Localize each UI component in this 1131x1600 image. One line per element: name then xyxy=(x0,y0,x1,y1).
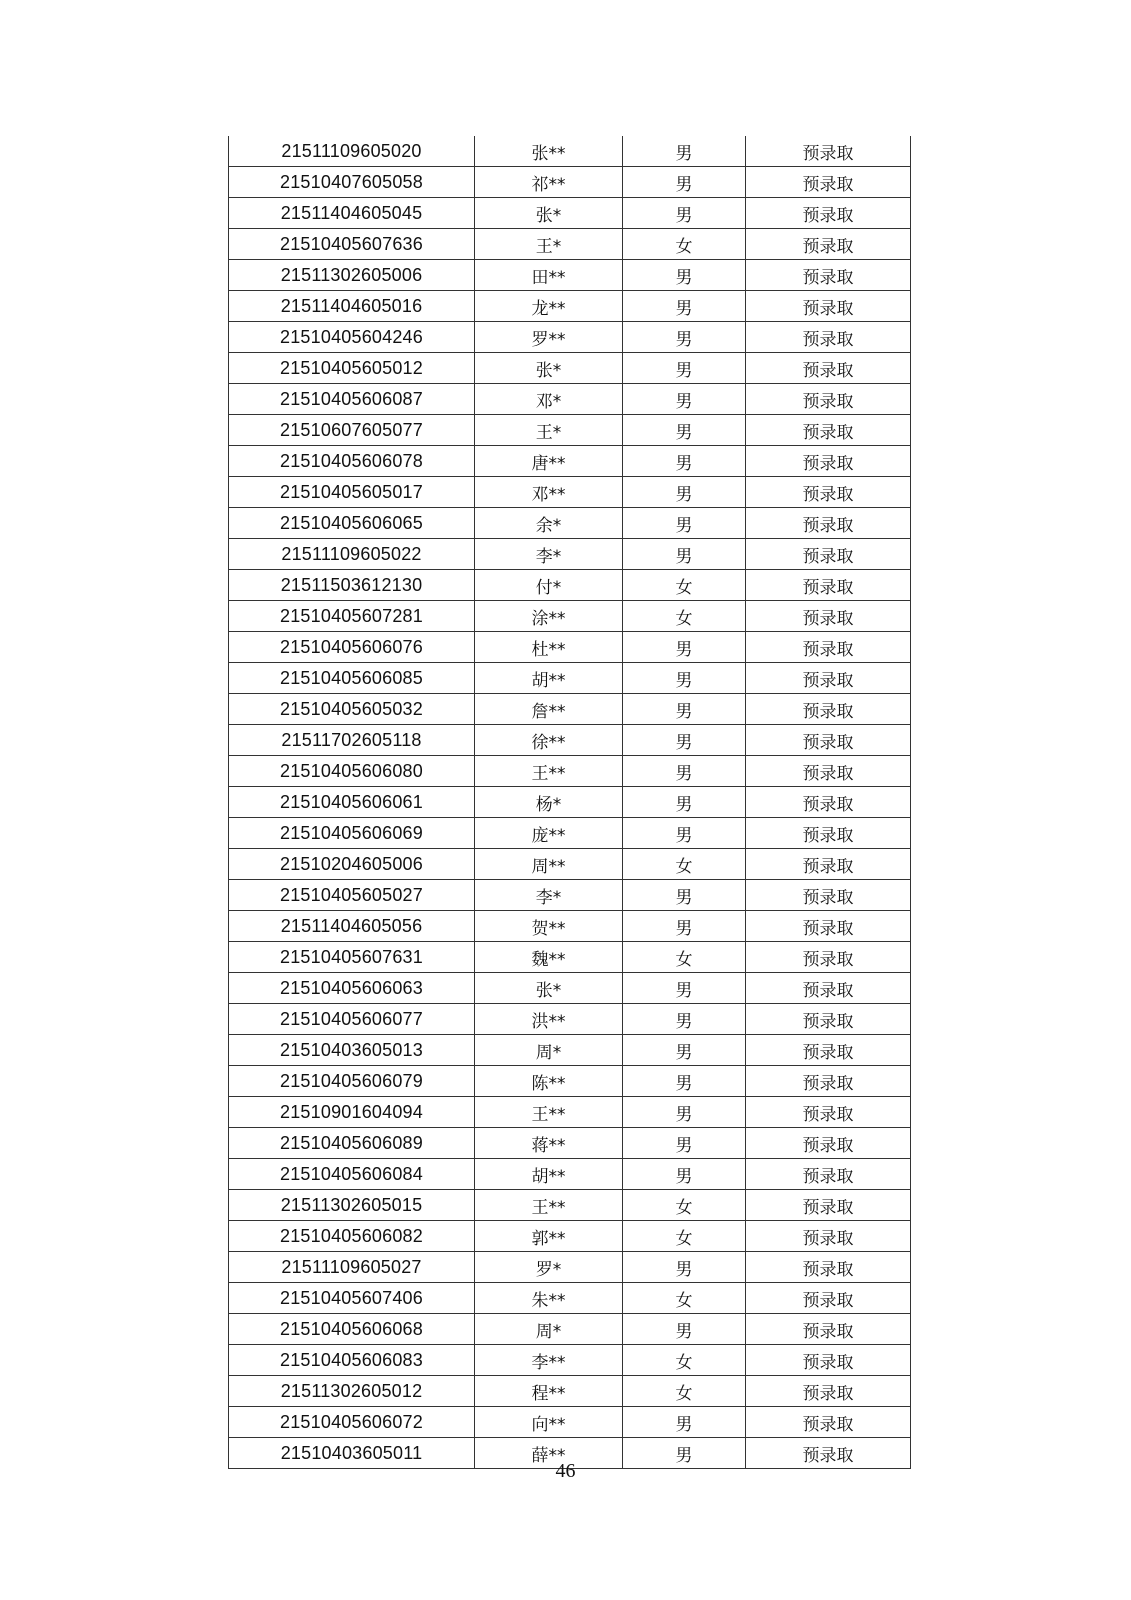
table-row xyxy=(229,384,911,415)
table-row xyxy=(229,570,911,601)
candidate-name-cell: 胡** xyxy=(475,663,623,694)
candidate-gender-cell: 男 xyxy=(623,167,746,198)
candidate-gender-cell: 女 xyxy=(623,942,746,973)
table-row xyxy=(229,1190,911,1221)
admission-status-cell: 预录取 xyxy=(746,1376,911,1407)
admission-status-cell: 预录取 xyxy=(746,229,911,260)
candidate-gender-cell: 男 xyxy=(623,663,746,694)
candidate-gender-cell: 女 xyxy=(623,849,746,880)
candidate-gender-cell: 男 xyxy=(623,1252,746,1283)
admission-status-cell: 预录取 xyxy=(746,1159,911,1190)
candidate-id-cell: 21510405607406 xyxy=(229,1283,475,1314)
candidate-gender-cell: 男 xyxy=(623,818,746,849)
table-row xyxy=(229,1221,911,1252)
candidate-name-cell: 田** xyxy=(475,260,623,291)
candidate-gender-cell: 男 xyxy=(623,973,746,1004)
admission-status-cell: 预录取 xyxy=(746,601,911,632)
admission-status-cell: 预录取 xyxy=(746,942,911,973)
admission-table-body xyxy=(229,136,911,1469)
candidate-gender-cell: 男 xyxy=(623,911,746,942)
candidate-gender-cell: 女 xyxy=(623,1221,746,1252)
candidate-id-cell: 21511109605022 xyxy=(229,539,475,570)
table-row xyxy=(229,1252,911,1283)
candidate-name-cell: 唐** xyxy=(475,446,623,477)
table-row xyxy=(229,1345,911,1376)
table-row xyxy=(229,756,911,787)
admission-status-cell: 预录取 xyxy=(746,1438,911,1469)
candidate-name-cell: 贺** xyxy=(475,911,623,942)
table-row xyxy=(229,1004,911,1035)
candidate-gender-cell: 男 xyxy=(623,539,746,570)
candidate-id-cell: 21510405604246 xyxy=(229,322,475,353)
candidate-name-cell: 李* xyxy=(475,539,623,570)
candidate-name-cell: 王** xyxy=(475,756,623,787)
admission-status-cell: 预录取 xyxy=(746,1221,911,1252)
candidate-gender-cell: 男 xyxy=(623,415,746,446)
candidate-name-cell: 张* xyxy=(475,198,623,229)
candidate-name-cell: 周** xyxy=(475,849,623,880)
candidate-name-cell: 魏** xyxy=(475,942,623,973)
candidate-id-cell: 21510403605011 xyxy=(229,1438,475,1469)
candidate-gender-cell: 男 xyxy=(623,1438,746,1469)
table-row xyxy=(229,198,911,229)
candidate-gender-cell: 男 xyxy=(623,384,746,415)
candidate-gender-cell: 女 xyxy=(623,1283,746,1314)
candidate-name-cell: 杜** xyxy=(475,632,623,663)
candidate-name-cell: 邓* xyxy=(475,384,623,415)
candidate-gender-cell: 男 xyxy=(623,756,746,787)
candidate-gender-cell: 女 xyxy=(623,601,746,632)
candidate-id-cell: 21510405605017 xyxy=(229,477,475,508)
table-row xyxy=(229,322,911,353)
admission-status-cell: 预录取 xyxy=(746,136,911,167)
candidate-name-cell: 张* xyxy=(475,353,623,384)
candidate-id-cell: 21510405605027 xyxy=(229,880,475,911)
admission-status-cell: 预录取 xyxy=(746,1345,911,1376)
table-row xyxy=(229,1376,911,1407)
candidate-gender-cell: 男 xyxy=(623,508,746,539)
candidate-gender-cell: 男 xyxy=(623,136,746,167)
admission-status-cell: 预录取 xyxy=(746,322,911,353)
candidate-name-cell: 詹** xyxy=(475,694,623,725)
table-row xyxy=(229,446,911,477)
candidate-name-cell: 郭** xyxy=(475,1221,623,1252)
admission-status-cell: 预录取 xyxy=(746,880,911,911)
table-row xyxy=(229,1407,911,1438)
candidate-gender-cell: 男 xyxy=(623,725,746,756)
table-row xyxy=(229,694,911,725)
admission-status-cell: 预录取 xyxy=(746,1314,911,1345)
candidate-id-cell: 21510405606076 xyxy=(229,632,475,663)
candidate-gender-cell: 男 xyxy=(623,1407,746,1438)
candidate-gender-cell: 女 xyxy=(623,1345,746,1376)
candidate-gender-cell: 男 xyxy=(623,694,746,725)
candidate-gender-cell: 男 xyxy=(623,446,746,477)
candidate-gender-cell: 男 xyxy=(623,260,746,291)
admission-status-cell: 预录取 xyxy=(746,260,911,291)
candidate-id-cell: 21510405606077 xyxy=(229,1004,475,1035)
table-row xyxy=(229,911,911,942)
candidate-gender-cell: 男 xyxy=(623,291,746,322)
candidate-name-cell: 龙** xyxy=(475,291,623,322)
admission-status-cell: 预录取 xyxy=(746,1252,911,1283)
candidate-name-cell: 李* xyxy=(475,880,623,911)
candidate-name-cell: 邓** xyxy=(475,477,623,508)
candidate-id-cell: 21510405606089 xyxy=(229,1128,475,1159)
table-row xyxy=(229,167,911,198)
admission-status-cell: 预录取 xyxy=(746,167,911,198)
table-row xyxy=(229,291,911,322)
admission-status-cell: 预录取 xyxy=(746,632,911,663)
candidate-name-cell: 余* xyxy=(475,508,623,539)
candidate-id-cell: 21510405606079 xyxy=(229,1066,475,1097)
candidate-gender-cell: 男 xyxy=(623,1159,746,1190)
admission-table xyxy=(228,136,911,1469)
candidate-name-cell: 张* xyxy=(475,973,623,1004)
candidate-id-cell: 21510405606065 xyxy=(229,508,475,539)
candidate-gender-cell: 男 xyxy=(623,1097,746,1128)
candidate-id-cell: 21510405606069 xyxy=(229,818,475,849)
admission-status-cell: 预录取 xyxy=(746,756,911,787)
candidate-id-cell: 21510405605012 xyxy=(229,353,475,384)
candidate-name-cell: 罗* xyxy=(475,1252,623,1283)
candidate-id-cell: 21511503612130 xyxy=(229,570,475,601)
candidate-gender-cell: 男 xyxy=(623,477,746,508)
admission-status-cell: 预录取 xyxy=(746,1097,911,1128)
admission-status-cell: 预录取 xyxy=(746,446,911,477)
table-row xyxy=(229,1097,911,1128)
candidate-gender-cell: 男 xyxy=(623,787,746,818)
table-row xyxy=(229,1066,911,1097)
admission-status-cell: 预录取 xyxy=(746,1283,911,1314)
candidate-id-cell: 21510405606085 xyxy=(229,663,475,694)
admission-status-cell: 预录取 xyxy=(746,415,911,446)
candidate-name-cell: 罗** xyxy=(475,322,623,353)
candidate-name-cell: 祁** xyxy=(475,167,623,198)
candidate-name-cell: 杨* xyxy=(475,787,623,818)
table-row xyxy=(229,601,911,632)
table-row xyxy=(229,787,911,818)
candidate-id-cell: 21511109605027 xyxy=(229,1252,475,1283)
candidate-name-cell: 庞** xyxy=(475,818,623,849)
candidate-id-cell: 21510405606063 xyxy=(229,973,475,1004)
candidate-id-cell: 21510405606087 xyxy=(229,384,475,415)
candidate-gender-cell: 男 xyxy=(623,353,746,384)
table-row xyxy=(229,415,911,446)
candidate-id-cell: 21510405606068 xyxy=(229,1314,475,1345)
candidate-name-cell: 徐** xyxy=(475,725,623,756)
candidate-name-cell: 付* xyxy=(475,570,623,601)
admission-status-cell: 预录取 xyxy=(746,787,911,818)
candidate-id-cell: 21510405606082 xyxy=(229,1221,475,1252)
candidate-id-cell: 21510405606083 xyxy=(229,1345,475,1376)
admission-status-cell: 预录取 xyxy=(746,1004,911,1035)
admission-status-cell: 预录取 xyxy=(746,1128,911,1159)
candidate-name-cell: 薛** xyxy=(475,1438,623,1469)
candidate-name-cell: 王* xyxy=(475,415,623,446)
candidate-id-cell: 21511302605015 xyxy=(229,1190,475,1221)
candidate-name-cell: 王** xyxy=(475,1097,623,1128)
table-row xyxy=(229,1314,911,1345)
candidate-name-cell: 涂** xyxy=(475,601,623,632)
candidate-id-cell: 21511302605012 xyxy=(229,1376,475,1407)
candidate-gender-cell: 男 xyxy=(623,880,746,911)
candidate-id-cell: 21511404605016 xyxy=(229,291,475,322)
table-row xyxy=(229,663,911,694)
admission-status-cell: 预录取 xyxy=(746,570,911,601)
admission-status-cell: 预录取 xyxy=(746,1407,911,1438)
candidate-gender-cell: 男 xyxy=(623,1066,746,1097)
candidate-name-cell: 洪** xyxy=(475,1004,623,1035)
table-row xyxy=(229,1128,911,1159)
admission-status-cell: 预录取 xyxy=(746,508,911,539)
candidate-gender-cell: 女 xyxy=(623,1190,746,1221)
candidate-name-cell: 王** xyxy=(475,1190,623,1221)
admission-status-cell: 预录取 xyxy=(746,384,911,415)
table-row xyxy=(229,942,911,973)
candidate-gender-cell: 女 xyxy=(623,570,746,601)
admission-status-cell: 预录取 xyxy=(746,911,911,942)
candidate-gender-cell: 男 xyxy=(623,1128,746,1159)
admission-status-cell: 预录取 xyxy=(746,291,911,322)
candidate-gender-cell: 男 xyxy=(623,322,746,353)
admission-status-cell: 预录取 xyxy=(746,973,911,1004)
candidate-id-cell: 21511109605020 xyxy=(229,136,475,167)
admission-status-cell: 预录取 xyxy=(746,663,911,694)
table-row xyxy=(229,353,911,384)
table-row xyxy=(229,260,911,291)
page-number: 46 xyxy=(555,1460,576,1482)
candidate-gender-cell: 女 xyxy=(623,1376,746,1407)
candidate-id-cell: 21511404605045 xyxy=(229,198,475,229)
candidate-name-cell: 朱** xyxy=(475,1283,623,1314)
candidate-name-cell: 胡** xyxy=(475,1159,623,1190)
candidate-name-cell: 王* xyxy=(475,229,623,260)
admission-status-cell: 预录取 xyxy=(746,477,911,508)
table-row xyxy=(229,136,911,167)
candidate-id-cell: 21510405606080 xyxy=(229,756,475,787)
table-row xyxy=(229,508,911,539)
table-row xyxy=(229,1159,911,1190)
candidate-id-cell: 21510405606061 xyxy=(229,787,475,818)
table-row xyxy=(229,229,911,260)
candidate-id-cell: 21510403605013 xyxy=(229,1035,475,1066)
candidate-name-cell: 陈** xyxy=(475,1066,623,1097)
candidate-gender-cell: 男 xyxy=(623,1314,746,1345)
candidate-name-cell: 周* xyxy=(475,1035,623,1066)
candidate-name-cell: 蒋** xyxy=(475,1128,623,1159)
candidate-gender-cell: 男 xyxy=(623,632,746,663)
admission-status-cell: 预录取 xyxy=(746,818,911,849)
candidate-id-cell: 21510407605058 xyxy=(229,167,475,198)
table-row xyxy=(229,818,911,849)
candidate-name-cell: 周* xyxy=(475,1314,623,1345)
candidate-id-cell: 21510204605006 xyxy=(229,849,475,880)
admission-status-cell: 预录取 xyxy=(746,1066,911,1097)
admission-status-cell: 预录取 xyxy=(746,1190,911,1221)
candidate-id-cell: 21510405606072 xyxy=(229,1407,475,1438)
candidate-id-cell: 21510405607281 xyxy=(229,601,475,632)
table-row xyxy=(229,849,911,880)
candidate-gender-cell: 女 xyxy=(623,229,746,260)
table-row xyxy=(229,1035,911,1066)
candidate-name-cell: 程** xyxy=(475,1376,623,1407)
candidate-id-cell: 21511702605118 xyxy=(229,725,475,756)
admission-status-cell: 预录取 xyxy=(746,694,911,725)
table-row xyxy=(229,477,911,508)
admission-status-cell: 预录取 xyxy=(746,1035,911,1066)
table-row xyxy=(229,973,911,1004)
admission-status-cell: 预录取 xyxy=(746,198,911,229)
admission-status-cell: 预录取 xyxy=(746,849,911,880)
admission-status-cell: 预录取 xyxy=(746,353,911,384)
table-row xyxy=(229,632,911,663)
candidate-id-cell: 21511404605056 xyxy=(229,911,475,942)
candidate-id-cell: 21510405605032 xyxy=(229,694,475,725)
admission-status-cell: 预录取 xyxy=(746,539,911,570)
candidate-name-cell: 向** xyxy=(475,1407,623,1438)
candidate-id-cell: 21510405607636 xyxy=(229,229,475,260)
table-row xyxy=(229,539,911,570)
table-row xyxy=(229,880,911,911)
candidate-id-cell: 21511302605006 xyxy=(229,260,475,291)
candidate-gender-cell: 男 xyxy=(623,198,746,229)
table-row xyxy=(229,725,911,756)
candidate-id-cell: 21510405606078 xyxy=(229,446,475,477)
candidate-name-cell: 张** xyxy=(475,136,623,167)
candidate-id-cell: 21510405607631 xyxy=(229,942,475,973)
admission-status-cell: 预录取 xyxy=(746,725,911,756)
candidate-id-cell: 21510405606084 xyxy=(229,1159,475,1190)
candidate-id-cell: 21510901604094 xyxy=(229,1097,475,1128)
candidate-name-cell: 李** xyxy=(475,1345,623,1376)
candidate-gender-cell: 男 xyxy=(623,1035,746,1066)
candidate-gender-cell: 男 xyxy=(623,1004,746,1035)
candidate-id-cell: 21510607605077 xyxy=(229,415,475,446)
table-row xyxy=(229,1283,911,1314)
